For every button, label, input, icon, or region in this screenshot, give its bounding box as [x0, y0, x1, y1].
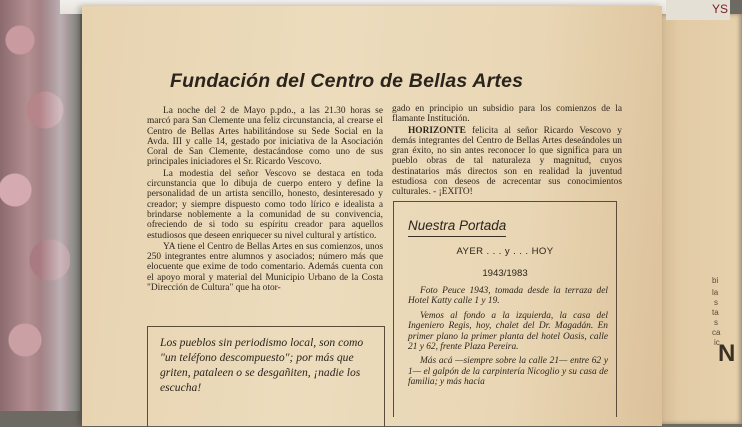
quote-box: [147, 326, 385, 427]
next-page-fragment: la: [712, 288, 719, 297]
portada-title: Nuestra Portada: [408, 218, 506, 237]
next-page-big-letter: N: [718, 340, 736, 367]
article-continuation: gado en principio un subsidio para los comienzos de la flamante Institución.: [392, 104, 622, 125]
next-page-fragment: bi: [712, 276, 719, 285]
article-headline: Fundación del Centro de Bellas Artes: [170, 70, 524, 92]
horizonte-lead: HORIZONTE: [408, 125, 466, 136]
portada-subtitle: AYER . . . y . . . HOY: [456, 246, 554, 257]
article-paragraph: La noche del 2 de Mayo p.pdo., a las 21.30 horas se marcó para San Clemente una feliz circunstancia, al crearse el Centro de Bellas Artes habilitándose su Sede Social en la Avda. III y calle 14, gestado por iniciativa de la Asociación Coral de San Clemente, destacándose como uno de sus principales iniciadores el Sr. Ricardo Vescovo.: [147, 106, 383, 168]
portada-body: [408, 286, 608, 392]
next-page-top-corner: [666, 0, 730, 20]
portada-paragraph: Más acá —siempre sobre la calle 21— entre 62 y 1— el galpón de la carpintería Nicoglio y su casa de familia; y más hacia: [408, 356, 608, 388]
background-plastic-sleeve: [40, 0, 80, 411]
article-paragraph: La modestia del señor Vescovo se destaca en toda circunstancia que lo dibuja de cuerpo entero y define la personalidad de un artista sencillo, honesto, desinteresado y creador; y siempre dispuesto como todo lírico e idealista a brindarse noblemente a la comunidad de su convivencia, ofreciendo de si todo su espíritu creador para aquellos estudiosos que deseen enriquecer su nivel cultural y artístico.: [147, 168, 383, 241]
next-page-fragment: ca: [712, 328, 721, 337]
portada-paragraph: Vemos al fondo a la izquierda, la casa del Ingeniero Regis, hoy, chalet del Dr. Magadán. En primer plano la primer planta del hotel Oasis, calle 21 y 62, frente Plaza Pereira.: [408, 310, 608, 353]
article-left-column: [147, 106, 383, 294]
next-page-fragment: s: [714, 318, 718, 327]
next-page-fragment: s: [714, 298, 718, 307]
article-paragraph: YA tiene el Centro de Bellas Artes en sus comienzos, unos 250 integrantes entre alumnos y asociados; número más que elocuente que exime de todo comentario. Además cuenta con el apoyo moral y material del Municipio Urbano de la Costa "Dirección de Cultura" que ha otor-: [147, 241, 383, 294]
portada-paragraph: Foto Peuce 1943, tomada desde la terraza del Hotel Katty calle 1 y 19.: [408, 286, 608, 307]
next-page-fragment: ta: [712, 308, 719, 317]
next-page-top-letters: YS: [711, 2, 728, 16]
quote-text: Los pueblos sin periodismo local, son como "un teléfono descompuesto"; por más que griten, pataleen o se desgañiten, ¡nadie los escucha!: [160, 336, 364, 394]
next-page-fragment: ic: [714, 338, 720, 347]
portada-years: 1943/1983: [482, 268, 528, 279]
article-right-column: [392, 104, 622, 199]
horizonte-text: felicita al señor Ricardo Vescovo y demás integrantes del Centro de Bellas Artes deseándoles un gran éxito, no sin antes reconocer lo que significa para un pueblo obras de tal naturaleza y magnitud, cuyos destinatarios más directos son en realidad la juventud estudiosa con deseos de acrecentar sus conocimientos culturales. - ¡EXITO!: [392, 125, 622, 198]
portada-box: [393, 201, 617, 417]
article-paragraph-horizonte: [392, 126, 622, 198]
